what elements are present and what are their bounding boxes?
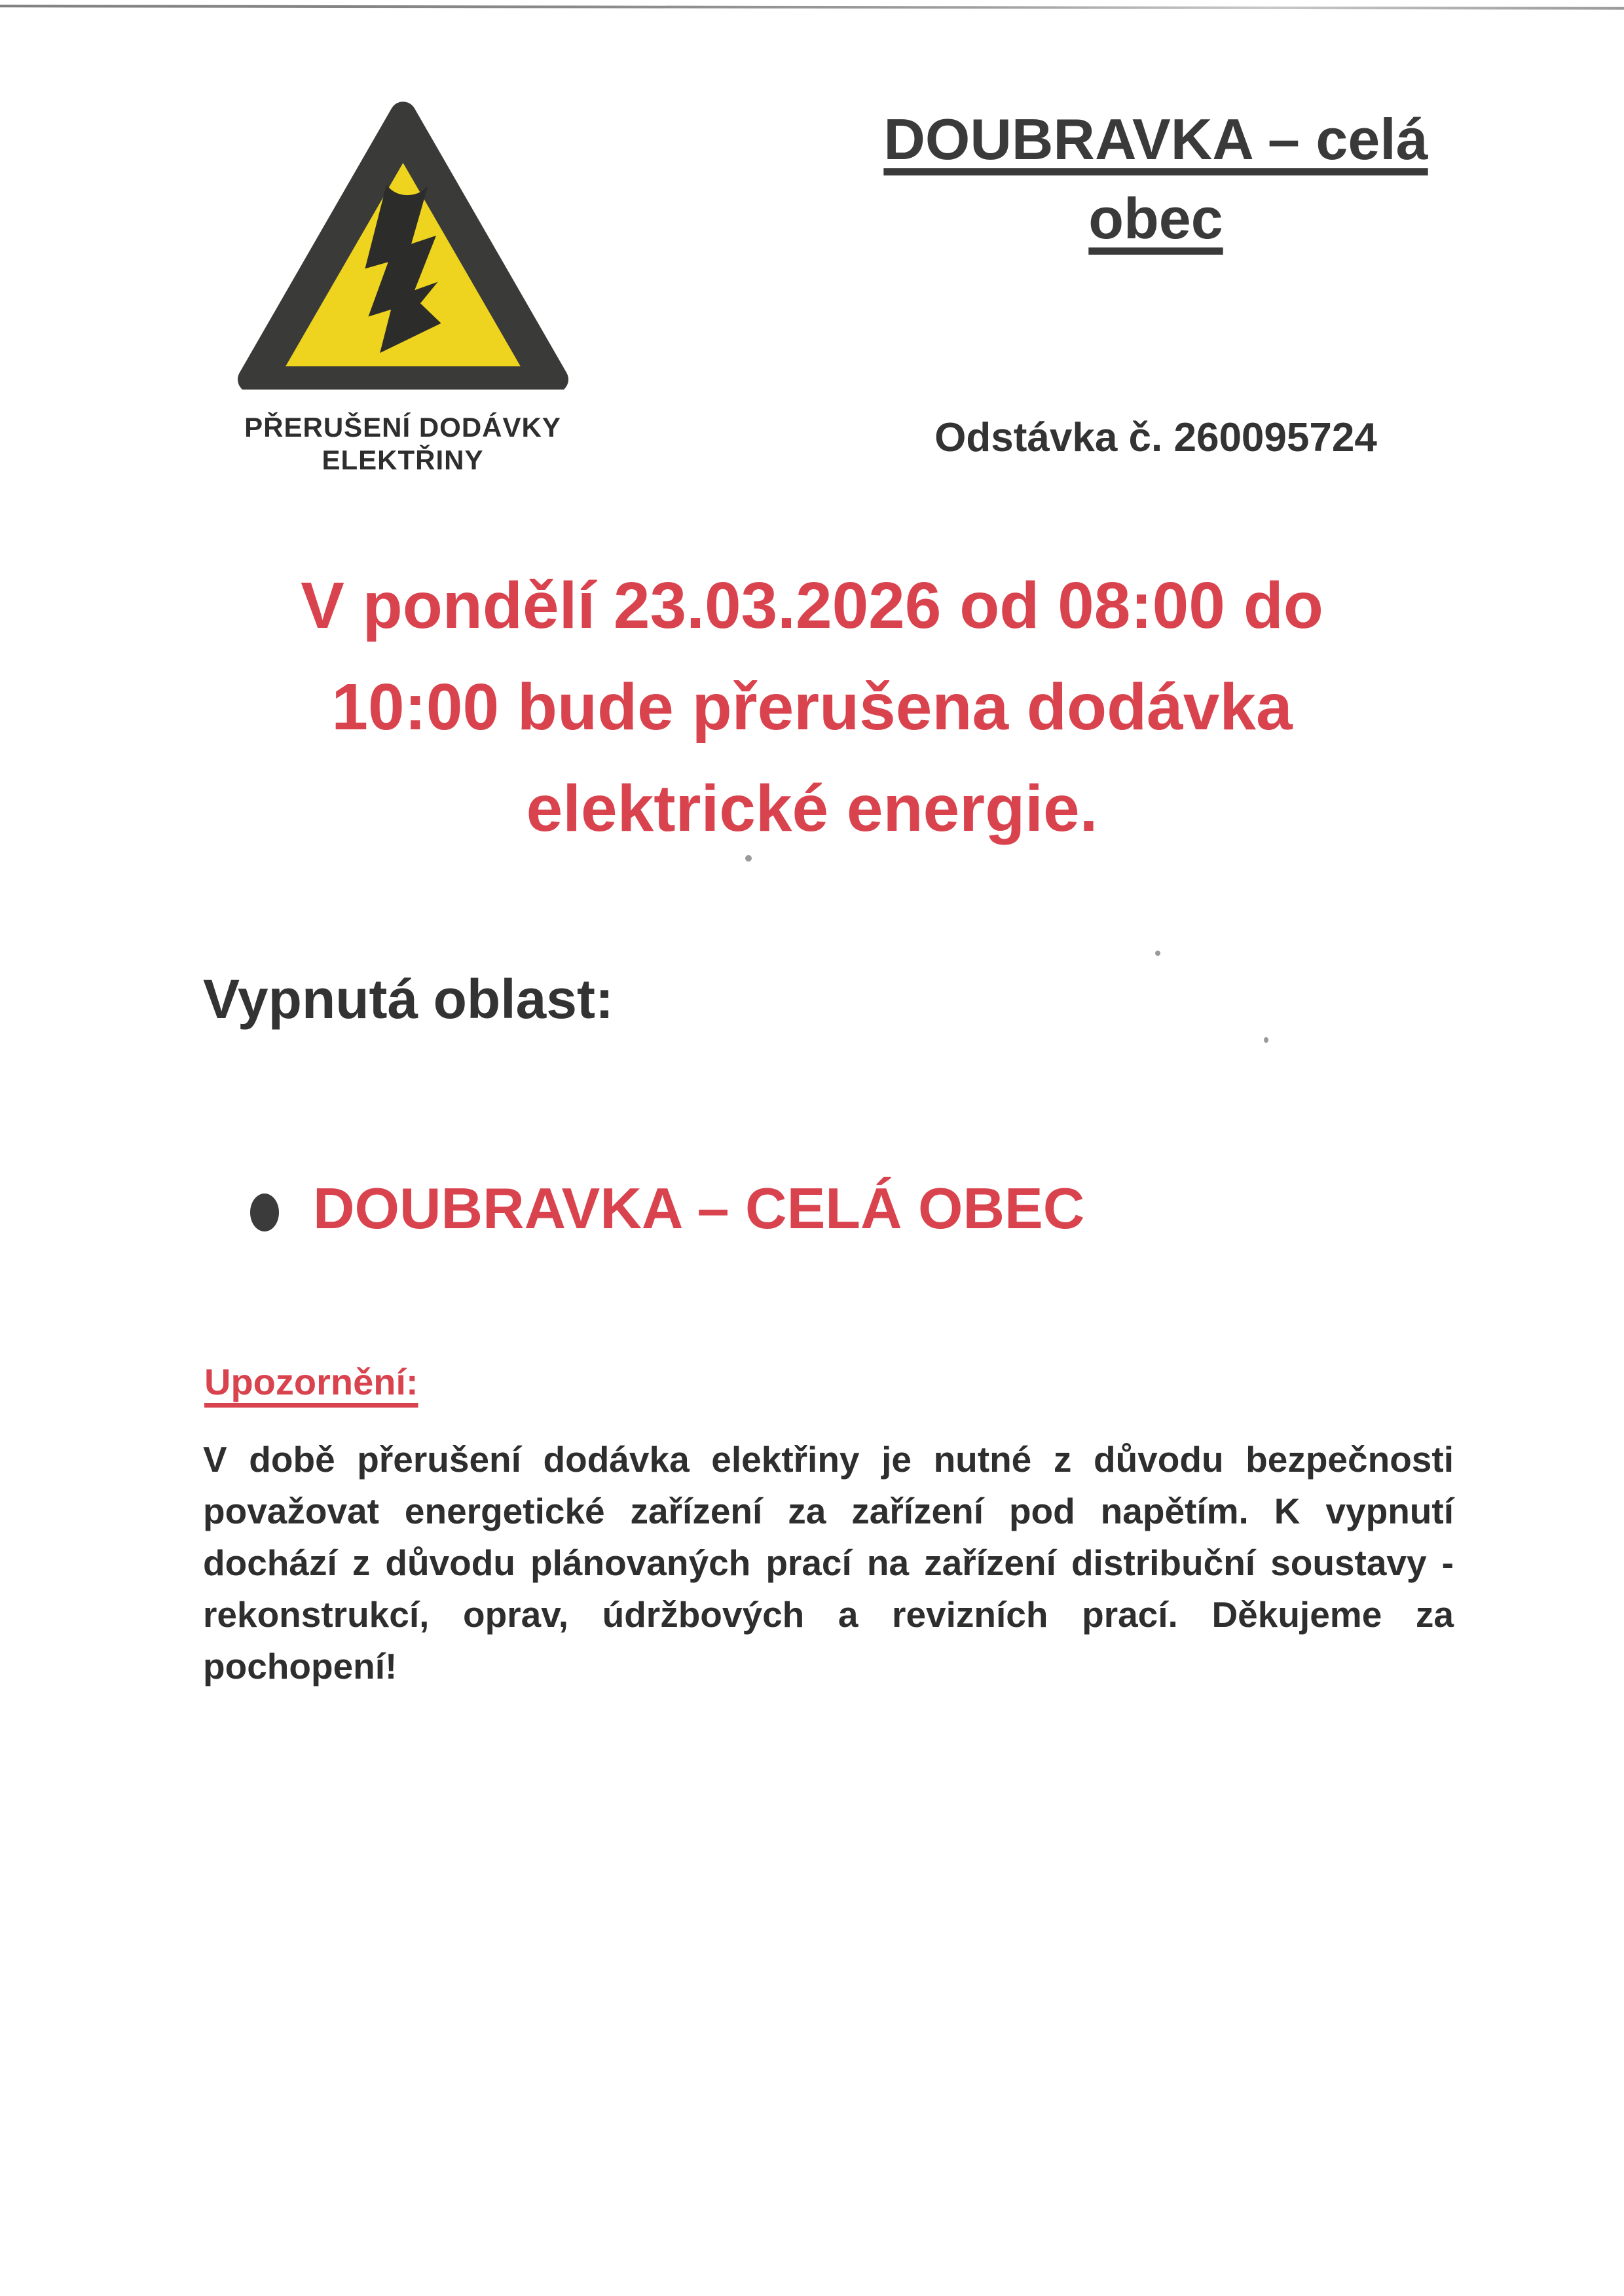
outage-announcement [164, 555, 1460, 860]
bullet-dot-icon [250, 1194, 279, 1231]
notice-body: V době přerušení dodávka elektřiny je nutné z důvodu bezpečnosti považovat energetické zařízení za zařízení pod napětím. K vypnutí dochází z důvodu plánovaných prací na zařízení distribuční soustavy - rekonstrukcí, oprav, údržbových a revizních prací. Děkujeme za pochopení! [203, 1439, 1454, 1686]
outage-number: Odstávka č. 260095724 [934, 414, 1377, 460]
title-line: obec [1088, 186, 1223, 251]
title-line: DOUBRAVKA – celá [883, 107, 1428, 172]
area-section-heading: Vypnutá oblast: [203, 968, 614, 1030]
warning-sign-block [216, 98, 589, 477]
header-block [858, 100, 1454, 461]
scan-artifact-line [0, 5, 1624, 9]
area-list-item [250, 1175, 1084, 1242]
caption-line: PŘERUŠENÍ DODÁVKY [244, 412, 561, 443]
area-name: DOUBRAVKA – CELÁ OBEC [313, 1176, 1085, 1241]
warning-sign-caption [216, 411, 589, 477]
announcement-line: 10:00 bude přerušena dodávka [331, 670, 1293, 744]
high-voltage-warning-triangle-icon [238, 98, 568, 390]
caption-line: ELEKTŘINY [322, 445, 484, 476]
announcement-line: V pondělí 23.03.2026 od 08:00 do [301, 569, 1323, 642]
notice-heading: Upozornění: [204, 1361, 418, 1402]
announcement-line: elektrické energie. [526, 772, 1098, 845]
page-title [858, 100, 1454, 259]
scan-speck [1155, 951, 1160, 956]
scan-speck [1264, 1037, 1268, 1043]
